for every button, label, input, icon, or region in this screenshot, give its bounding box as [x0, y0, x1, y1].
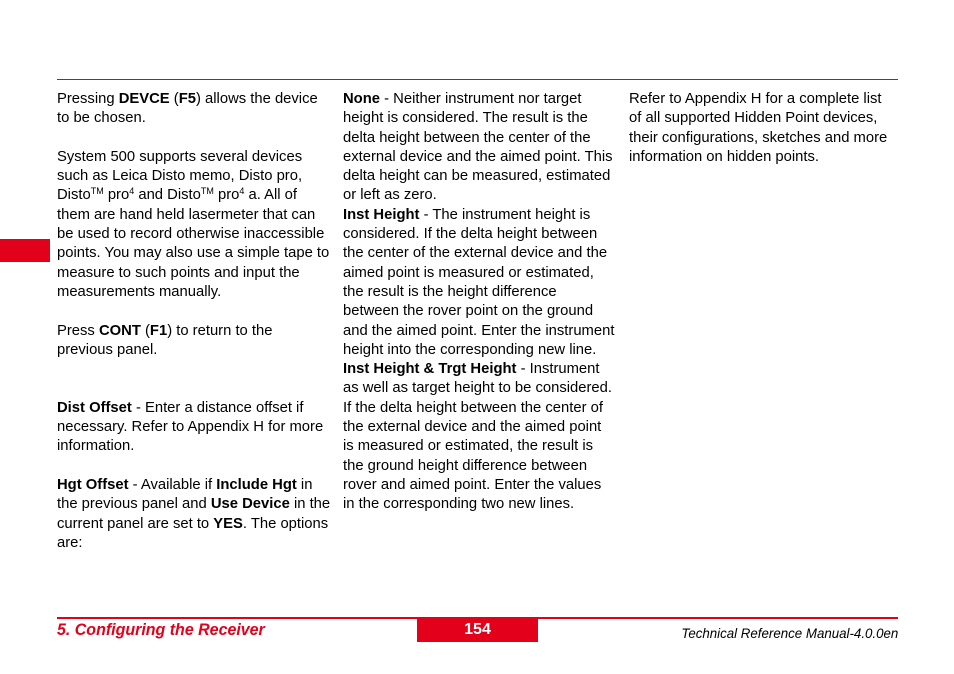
paragraph-inst-trgt-height: Inst Height & Trgt Height - Instrument as well as target height to be considered. If the delta height between the center of the external device and the aimed point is measured or estimated, the result is the ground height difference between rover and aimed point. Enter the values in the corresponding two new lines.	[343, 361, 612, 513]
paragraph-appendix-h: Refer to Appendix H for a complete list of all supported Hidden Point devices, their configurations, sketches and more information on hidden points.	[629, 91, 888, 165]
column-right	[629, 90, 897, 167]
footer-manual-title: Technical Reference Manual-4.0.0en	[681, 625, 898, 641]
column-middle	[343, 90, 615, 515]
section-tab-marker	[0, 239, 50, 262]
page-number: 154	[417, 619, 538, 642]
paragraph-inst-height: Inst Height - The instrument height is considered. If the delta height between the center of the external device and the aimed point is measured or estimated, the result is the height difference between the rover point on the ground and the aimed point. Enter the instrument height into the corresponding new line.	[343, 206, 615, 358]
paragraph-cont: Press CONT (F1) to return to the previous panel.	[57, 322, 273, 358]
header-rule	[57, 79, 898, 80]
paragraph-hgt-offset: Hgt Offset - Available if Include Hgt in the previous panel and Use Device in the current panel are set to YES. The options are:	[57, 476, 331, 551]
footer-chapter-title: 5. Configuring the Receiver	[57, 620, 265, 639]
column-left	[57, 90, 332, 553]
paragraph-none: None - Neither instrument nor target height is considered. The result is the delta height between the center of the external device and the aimed point. This delta height can be measured, estimated or left as zero.	[343, 91, 613, 204]
paragraph-system500: System 500 supports several devices such as Leica Disto memo, Disto pro, Disto™ pro$^4$ and Disto™ pro$^4$ a. All of them are hand held lasermeter that can be used to record otherwise inaccessible points. You may also use a simple tape to measure to such points and input the measurements manually.	[57, 148, 330, 300]
paragraph-devce: Pressing DEVCE (F5) allows the device to be chosen.	[57, 91, 318, 127]
paragraph-dist-offset: Dist Offset - Enter a distance offset if necessary. Refer to Appendix H for more information.	[57, 399, 324, 455]
